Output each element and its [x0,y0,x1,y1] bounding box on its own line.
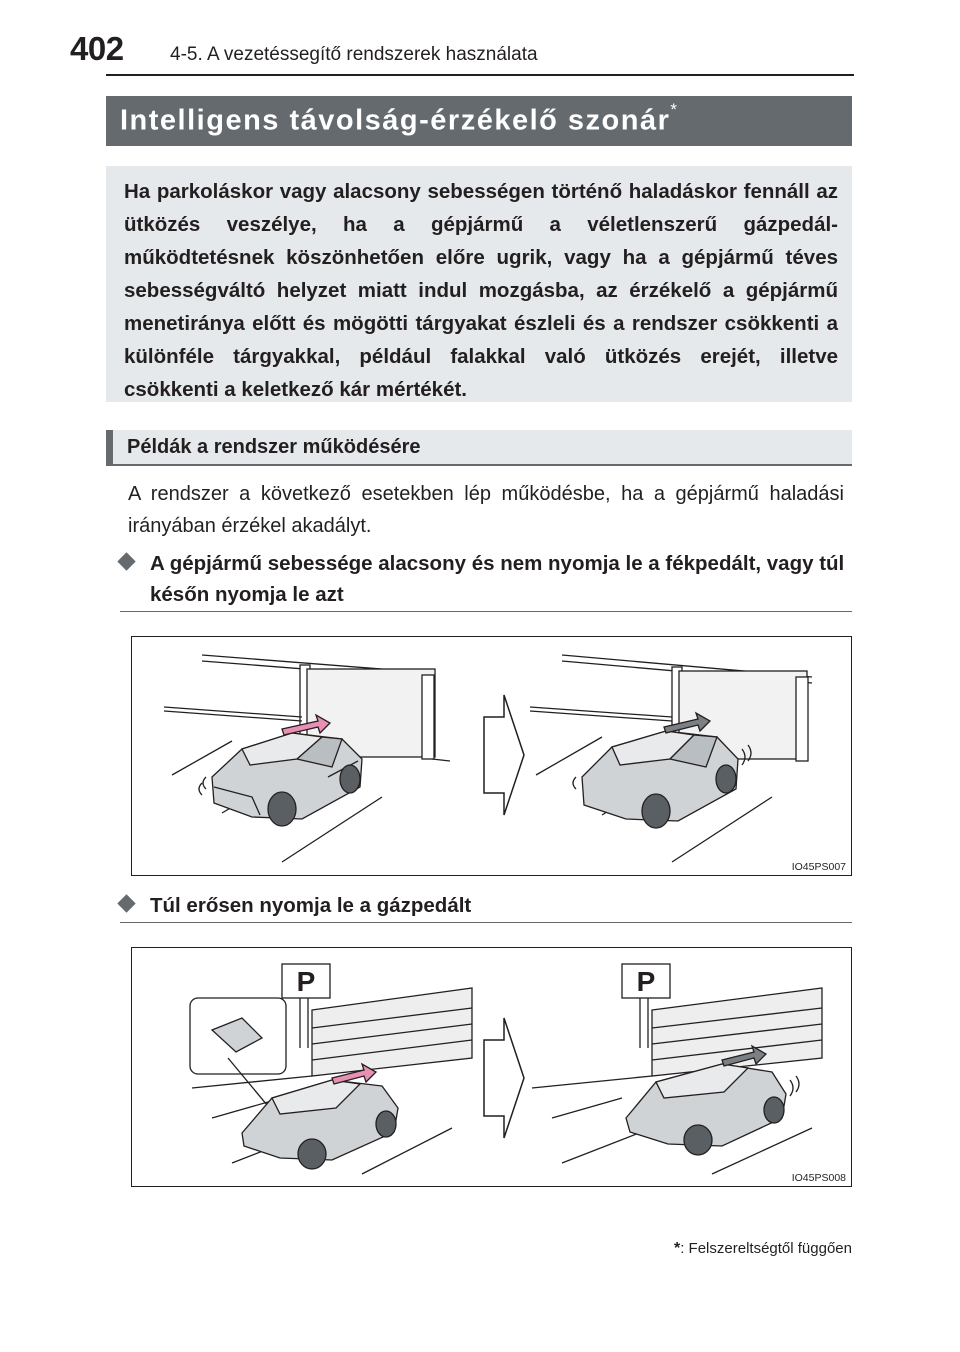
subheading-bar [106,430,852,466]
figure-1-code: IO45PS007 [791,861,846,873]
example-1-heading [120,548,850,610]
example-2-divider [120,922,852,923]
header-divider [106,74,854,76]
page-title-text: Intelligens távolság-érzékelő szonár [120,104,671,137]
figure-1 [131,636,852,876]
example-2-heading [120,890,850,921]
parking-sign-icon: P [296,966,316,997]
title-bar [106,96,852,146]
figure-2-code: IO45PS008 [791,1172,846,1184]
intro-box [106,166,852,402]
example-2-heading-text: Túl erősen nyomja le a gázpedált [150,894,472,917]
section-title: 4-5. A vezetéssegítő rendszerek használata [170,44,538,65]
title-marker: * [670,100,679,119]
footnote [674,1240,852,1258]
figure-2 [131,947,852,1187]
page-title [120,100,679,138]
page-number: 402 [70,30,124,67]
intro-text: Ha parkoláskor vagy alacsony sebességen történő haladáskor fennáll az ütközés veszélye, ha a gépjármű a véletlenszerű gázpedál-működtetésnek köszönhetően előre ugrik, vagy ha a gépjármű téves sebességváltó helyzet miatt indul mozgásba, az érzékelő a gépjármű menetiránya előtt és mögötti tárgyakat észleli és a rendszer csökkenti a különféle tárgyakkal, például falakkal való ütközés erejét, illetve csökkenti a keletkező kár mértékét. [124,180,838,401]
example-1-heading-text: A gépjármű sebessége alacsony és nem nyomja le a fékpedált, vagy túl későn nyomja le azt [150,552,845,606]
figure-2-illustration [132,948,851,1186]
subheading-text: Példák a rendszer működésére [127,436,421,458]
footnote-text: : Felszereltségtől függően [680,1240,852,1257]
body-text: A rendszer a következő esetekben lép működésbe, ha a gépjármű haladási irányában érzékel akadályt. [128,483,844,537]
figure-1-illustration [132,637,851,875]
parking-sign-icon: P [636,966,656,997]
footnote-marker: * [673,1240,681,1257]
example-1-divider [120,611,852,612]
